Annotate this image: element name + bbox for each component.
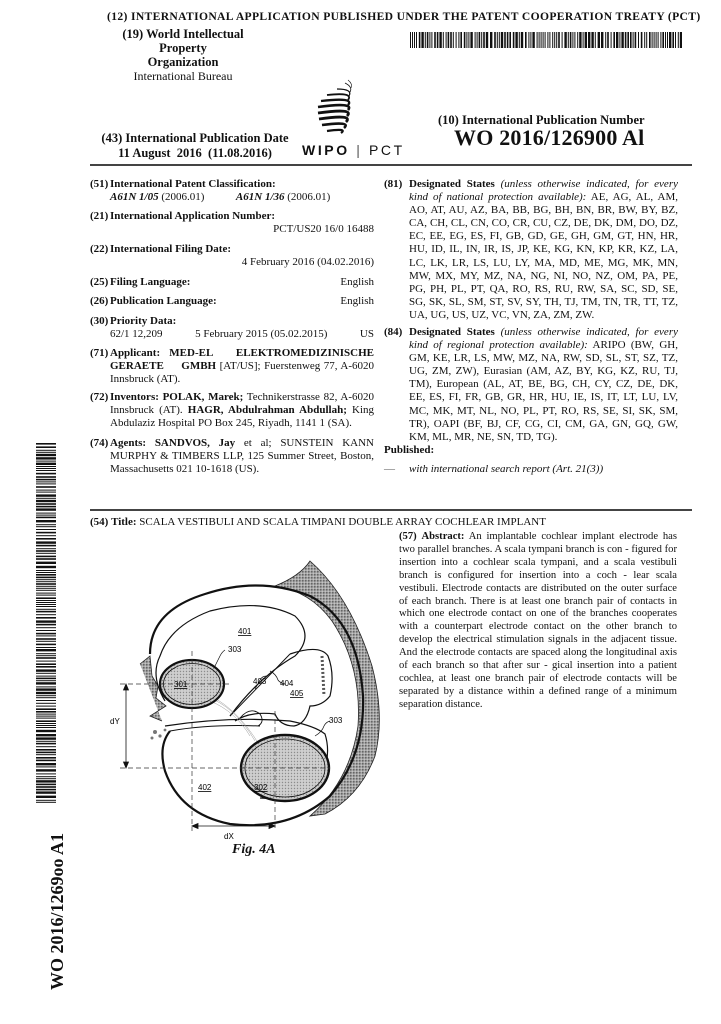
title-divider <box>90 509 692 511</box>
label-401: 401 <box>238 627 252 636</box>
section-25 <box>90 276 374 289</box>
ipc-class-1: A61N 1/05 <box>110 191 159 203</box>
title-value: SCALA VESTIBULI AND SCALA TIMPANI DOUBLE ARRAY COCHLEAR IMPLANT <box>139 516 546 528</box>
wipo-globe-logo-icon <box>315 78 355 138</box>
list-dash: — <box>384 463 395 475</box>
ipc-class-1-date: (2006.01) <box>161 191 205 203</box>
abstract-label: Abstract: <box>421 531 465 542</box>
section-71 <box>90 347 374 386</box>
section-number: (30) <box>90 315 109 327</box>
published-section <box>384 444 678 476</box>
label-dx: dX <box>224 832 234 841</box>
filing-language: English <box>340 276 374 288</box>
abstract-number: (57) <box>399 531 417 542</box>
bibliographic-right-column <box>384 178 678 478</box>
published-item: with international search report (Art. 21(3)) <box>409 463 604 475</box>
inventor-2-name: HAGR, Abdulrahman Abdullah; <box>187 404 347 416</box>
ipc-class-2: A61N 1/36 <box>235 191 285 203</box>
org-bureau: International Bureau <box>133 69 233 83</box>
section-label: Designated States <box>409 326 495 338</box>
section-26 <box>90 295 374 308</box>
issuing-organization <box>100 27 266 83</box>
section-84 <box>384 326 678 444</box>
section-label: International Filing Date: <box>110 243 231 255</box>
priority-application-number: 62/1 12,209 <box>110 328 163 340</box>
priority-country: US <box>359 328 374 340</box>
invention-title <box>90 516 546 528</box>
side-publication-number: WO 2016/1269oo A1 <box>47 832 67 990</box>
national-designated-states: AE, AG, AL, AM, AO, AT, AU, AZ, BA, BB, BG, BH, BN, BR, BW, BY, BZ, CA, CH, CL, CN, CO, CR, CU, CZ, DE, DK, DM, DO, DZ, EC, EE, EG, ES, FI, GB, GD, GE, GH, GM, GT, HN, HR, HU, ID, IL, IN, IR, IS, JP, KE, KG, KN, KP, KR, KZ, LA, LC, LK, LR, LS, LU, LY, MA, MD, ME, MG, MK, MN, MW, MX, MY, MZ, NA, NG, NI, NO, NZ, OM, PA, PE, PG, PH, PL, PT, QA, RO, RS, RU, RW, SA, SC, SD, SE, SG, SK, SL, SM, ST, SV, SY, TH, TJ, TM, TN, TR, TT, TZ, UA, UG, US, UZ, VC, VN, ZA, ZM, ZW. <box>409 191 679 321</box>
pct-wordmark: PCT <box>368 142 405 158</box>
wordmark-separator: | <box>356 142 363 158</box>
applicant-address: [AT/US]; Fuerstenweg 77, A-6020 Innsbruck (AT). <box>110 360 375 385</box>
label-dy: dY <box>110 717 120 726</box>
figure-caption: Fig. 4A <box>232 842 276 857</box>
cochlea-cross-section-figure <box>110 556 400 846</box>
section-22 <box>90 243 374 269</box>
priority-date: 5 February 2015 (05.02.2015) <box>195 328 328 340</box>
publication-number: WO 2016/126900 Al <box>454 125 645 150</box>
inventor-2-address: King Abdulaziz Hospital PO Box 245, Riyadh, 1141 1 (SA). <box>110 404 374 429</box>
published-label: Published: <box>384 444 435 456</box>
section-51 <box>90 178 374 204</box>
section-note: (unless otherwise indicated, for every kind of regional protection available): <box>409 326 678 352</box>
bibliographic-left-column <box>90 178 374 478</box>
section-number: (74) <box>90 437 109 449</box>
application-number: PCT/US20 16/0 16488 <box>273 223 374 235</box>
section-label: Designated States <box>409 178 495 190</box>
side-barcode <box>36 443 56 805</box>
section-number: (26) <box>90 295 109 307</box>
title-label: Title: <box>111 516 137 528</box>
section-30 <box>90 315 374 341</box>
section-number: (84) <box>384 326 403 338</box>
inventor-1-address: Technikerstrasse 82, A-6020 Innsbruck (AT). <box>110 391 375 416</box>
agent-name: SANDVOS, Jay <box>154 437 236 449</box>
publication-date-block <box>100 131 290 160</box>
section-number: (22) <box>90 243 109 255</box>
wipo-pct-wordmark <box>302 142 405 158</box>
section-21 <box>90 210 374 236</box>
section-number: (21) <box>90 210 109 222</box>
label-301: 301 <box>174 680 188 689</box>
section-label: Publication Language: <box>110 295 217 307</box>
section-label: Priority Data: <box>110 315 177 327</box>
agent-address: et al; SUNSTEIN KANN MURPHY & TIMBERS LLP, 125 Summer Street, Boston, Massachusetts 021 10-1618 (US). <box>110 437 375 475</box>
section-number: (25) <box>90 276 109 288</box>
org-name-line1: (19) World Intellectual Property <box>122 27 244 55</box>
section-number: (71) <box>90 347 109 359</box>
publication-number-label: (10) International Publication Number <box>438 113 645 127</box>
publication-barcode <box>410 32 682 48</box>
section-label: Filing Language: <box>110 276 191 288</box>
label-405: 405 <box>290 689 304 698</box>
label-404: 404 <box>280 679 294 688</box>
title-number: (54) <box>90 516 109 528</box>
label-303-lower: 303 <box>329 716 343 725</box>
abstract-text: An implantable cochlear implant electrode has two parallel branches. A scala tympani branch is con - figured for insertion into a cochlear scala tympani, and a scala vestibuli branch is configured for insertion into a coch - lear scala vestibuli. Electrode contacts are distributed on the outer surface of each branch. There is at least one branch pair of contacts in which one electrode contact on one of the branches cooperates with a counterpart electrode contact on the other branch to develop the electrical stimulation signals in the adjacent tissue. And the electrode contacts are spaced along the longitudinal axis of each branch so that after sur - gical insertion into a patient cochlea, at least one branch pair of electrode contacts will be separated by a distance within a defined range of a minimum separation distance. <box>399 531 677 710</box>
section-72 <box>90 391 374 430</box>
wipo-wordmark: WIPO <box>302 142 350 158</box>
applicant-name: MED-EL ELEKTROMEDIZINISCHE GERAETE GMBH <box>110 347 374 372</box>
section-number: (51) <box>90 178 109 190</box>
header-divider <box>90 164 692 166</box>
inventor-1-name: POLAK, Marek; <box>162 391 244 403</box>
section-label: Applicant: <box>110 347 161 359</box>
document-type-heading: (12) INTERNATIONAL APPLICATION PUBLISHED UNDER THE PATENT COOPERATION TREATY (PCT) <box>107 10 701 23</box>
regional-designated-states: ARIPO (BW, GH, GM, KE, LR, LS, MW, MZ, NA, RW, SD, SL, ST, SZ, TZ, UG, ZM, ZW), Eurasian (AM, AZ, BY, KG, KZ, RU, TJ, TM), European (AL, AT, BE, BG, CH, CY, CZ, DE, DK, EE, ES, FI, FR, GB, GR, HR, HU, IE, IS, IT, LT, LU, LV, MC, MK, MT, NL, NO, PL, PT, RO, RS, SE, SI, SK, SM, TR), OAPI (BF, BJ, CF, CG, CI, CM, GA, GN, GQ, GW, KM, ML, MR, NE, SN, TD, TG). <box>409 339 678 443</box>
publication-language: English <box>340 295 374 307</box>
label-402: 402 <box>198 783 212 792</box>
section-label: International Patent Classification: <box>110 178 276 190</box>
label-302: 302 <box>254 783 268 792</box>
section-81 <box>384 178 678 322</box>
label-403: 403 <box>253 677 267 686</box>
section-74 <box>90 437 374 476</box>
section-note: (unless otherwise indicated, for every kind of national protection available): <box>409 178 678 204</box>
publication-date-label: (43) International Publication Date <box>101 131 289 145</box>
section-label: Inventors: <box>110 391 159 403</box>
abstract <box>399 531 677 712</box>
filing-date: 4 February 2016 (04.02.2016) <box>241 256 374 268</box>
section-number: (72) <box>90 391 109 403</box>
section-label: Agents: <box>110 437 147 449</box>
publication-date-value: 11 August 2016 (11.08.2016) <box>118 145 272 160</box>
section-label: International Application Number: <box>110 210 276 222</box>
ipc-class-2-date: (2006.01) <box>287 191 331 203</box>
org-name-line2: Organization <box>147 55 219 69</box>
section-number: (81) <box>384 178 403 190</box>
label-303-upper: 303 <box>228 645 242 654</box>
